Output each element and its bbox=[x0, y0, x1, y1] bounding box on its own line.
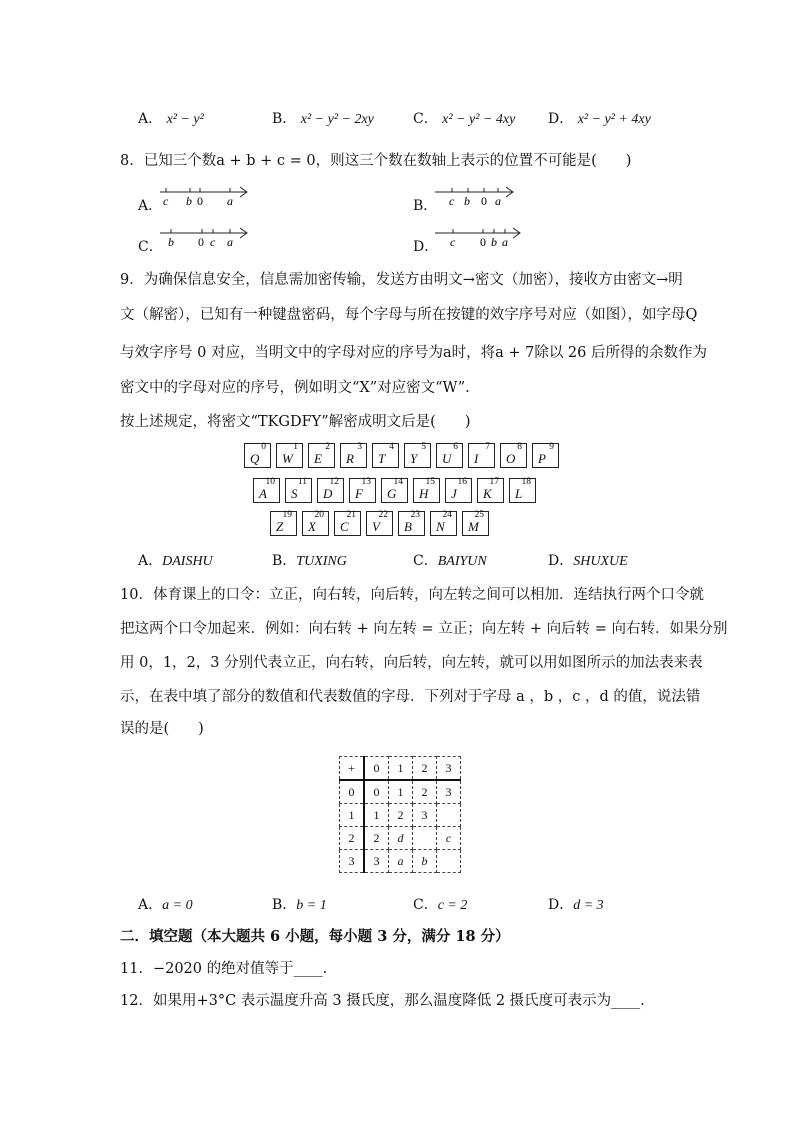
q10-line-2: 把这两个口令加起来．例如：向右转 + 向左转 = 立正；向左转 + 向后转 = 向右转．如果分别 bbox=[120, 621, 728, 637]
q8-option-a-label[interactable]: A． bbox=[138, 198, 163, 214]
key-letter: W bbox=[282, 451, 293, 466]
table-cell: 2 bbox=[413, 780, 437, 804]
table-cell: b bbox=[413, 850, 437, 873]
table-row bbox=[340, 780, 461, 804]
point-a: a bbox=[502, 235, 508, 249]
point-a: a bbox=[495, 194, 501, 208]
q8-option-d-label[interactable]: D． bbox=[413, 239, 439, 255]
key-number: 2 bbox=[325, 442, 330, 452]
key-number: 11 bbox=[297, 477, 307, 487]
key-number: 22 bbox=[378, 510, 388, 520]
q8-option-a-number-line bbox=[160, 183, 278, 213]
q7-option-b[interactable] bbox=[272, 108, 374, 128]
point-c: c bbox=[163, 194, 169, 208]
key-w bbox=[276, 443, 303, 468]
option-label: D． bbox=[548, 553, 574, 569]
table-cell: d bbox=[389, 827, 413, 850]
q10-line-5: 误的是( ) bbox=[120, 721, 204, 737]
table-cell: 1 bbox=[389, 757, 413, 781]
option-label: C． bbox=[413, 553, 438, 569]
key-i bbox=[468, 443, 495, 468]
table-cell: 2 bbox=[413, 757, 437, 781]
option-label: C． bbox=[413, 111, 438, 127]
table-cell: 2 bbox=[389, 804, 413, 827]
table-cell: 3 bbox=[437, 780, 461, 804]
option-label: A． bbox=[138, 897, 163, 913]
table-cell: 1 bbox=[389, 780, 413, 804]
key-o bbox=[500, 443, 527, 468]
key-number: 12 bbox=[329, 477, 339, 487]
table-cell: 1 bbox=[364, 804, 389, 827]
point-c: c bbox=[210, 235, 216, 249]
key-c bbox=[334, 511, 361, 536]
table-cell: 1 bbox=[340, 804, 365, 827]
key-number: 6 bbox=[453, 442, 458, 452]
q10-line-4: 示，在表中填了部分的数值和代表数值的字母．下列对于字母 a ，b ，c ，d 的值，说法错 bbox=[120, 689, 701, 705]
key-y bbox=[404, 443, 431, 468]
q9-line-2: 文（解密），已知有一种键盘密码，每个字母与所在按键的效字序号对应（如图），如字母Q bbox=[120, 307, 698, 323]
q10-option-a[interactable] bbox=[138, 894, 193, 914]
point-a: a bbox=[227, 194, 233, 208]
q8-option-d-number-line bbox=[435, 224, 553, 254]
key-number: 21 bbox=[346, 510, 356, 520]
option-label: B． bbox=[272, 897, 297, 913]
point-c: c bbox=[450, 235, 456, 249]
key-z bbox=[270, 511, 297, 536]
key-number: 8 bbox=[517, 442, 522, 452]
table-cell: 0 bbox=[340, 780, 365, 804]
option-label: B． bbox=[272, 111, 297, 127]
key-letter: F bbox=[355, 486, 363, 501]
table-cell bbox=[413, 827, 437, 850]
table-cell bbox=[437, 804, 461, 827]
q9-option-a[interactable] bbox=[138, 550, 213, 570]
key-v bbox=[366, 511, 393, 536]
option-expr: x² − y² + 4xy bbox=[577, 112, 651, 127]
key-letter: B bbox=[404, 519, 412, 534]
key-x bbox=[302, 511, 329, 536]
option-text: SHUXUE bbox=[573, 554, 628, 569]
table-cell: 0 bbox=[364, 780, 389, 804]
key-letter: L bbox=[515, 486, 523, 501]
table-cell bbox=[437, 850, 461, 873]
key-letter: V bbox=[372, 519, 380, 534]
key-a bbox=[253, 478, 280, 503]
key-u bbox=[436, 443, 463, 468]
key-k bbox=[477, 478, 504, 503]
point-b: b bbox=[186, 194, 192, 208]
q11: 11．−2020 的绝对值等于____. bbox=[120, 961, 328, 977]
option-label: D． bbox=[548, 897, 574, 913]
key-letter: G bbox=[387, 486, 397, 501]
key-number: 18 bbox=[521, 477, 531, 487]
table-row bbox=[340, 827, 461, 850]
option-text: BAIYUN bbox=[437, 554, 487, 569]
key-number: 10 bbox=[265, 477, 275, 487]
key-r bbox=[340, 443, 367, 468]
key-number: 16 bbox=[457, 477, 467, 487]
point-b: b bbox=[464, 194, 470, 208]
key-number: 0 bbox=[261, 442, 266, 452]
table-cell: 2 bbox=[364, 827, 389, 850]
key-number: 13 bbox=[361, 477, 371, 487]
key-g bbox=[381, 478, 408, 503]
key-number: 7 bbox=[485, 442, 490, 452]
q10-option-d[interactable] bbox=[548, 894, 604, 914]
q8-option-b-number-line bbox=[435, 183, 553, 213]
key-p bbox=[532, 443, 559, 468]
key-letter: O bbox=[506, 451, 516, 466]
key-number: 4 bbox=[389, 442, 394, 452]
q8-option-b-label[interactable]: B． bbox=[413, 198, 438, 214]
q7-option-a[interactable] bbox=[138, 108, 204, 128]
point-zero: 0 bbox=[197, 194, 203, 208]
key-letter: J bbox=[451, 486, 457, 501]
option-expr: x² − y² − 4xy bbox=[442, 112, 516, 127]
table-row bbox=[340, 850, 461, 873]
key-s bbox=[285, 478, 312, 503]
key-letter: S bbox=[291, 486, 298, 501]
key-number: 3 bbox=[357, 442, 362, 452]
key-letter: A bbox=[259, 486, 267, 501]
section-2-heading: 二．填空题（本大题共 6 小题，每小题 3 分，满分 18 分） bbox=[120, 928, 510, 945]
option-label: C． bbox=[413, 897, 438, 913]
key-b bbox=[398, 511, 425, 536]
table-row bbox=[340, 757, 461, 781]
key-letter: M bbox=[468, 519, 479, 534]
point-zero: 0 bbox=[198, 235, 204, 249]
key-number: 20 bbox=[314, 510, 324, 520]
key-letter: K bbox=[483, 486, 492, 501]
q8-option-c-number-line bbox=[160, 224, 278, 254]
addition-table bbox=[339, 756, 461, 873]
option-text: DAISHU bbox=[162, 554, 213, 569]
option-text: TUXING bbox=[296, 554, 347, 569]
table-cell: 3 bbox=[437, 757, 461, 781]
q7-option-c[interactable] bbox=[413, 108, 515, 128]
key-q bbox=[244, 443, 271, 468]
key-letter: Z bbox=[276, 519, 284, 534]
key-letter: E bbox=[314, 451, 322, 466]
option-expr: x² − y² bbox=[166, 112, 204, 127]
q9-option-b[interactable] bbox=[272, 550, 347, 570]
table-row bbox=[340, 804, 461, 827]
key-letter: X bbox=[308, 519, 316, 534]
key-letter: C bbox=[340, 519, 349, 534]
key-letter: I bbox=[474, 451, 479, 466]
key-h bbox=[413, 478, 440, 503]
q12: 12．如果用+3°C 表示温度升高 3 摄氏度，那么温度降低 2 摄氏度可表示为____. bbox=[120, 993, 645, 1009]
key-l bbox=[509, 478, 536, 503]
option-text: b = 1 bbox=[296, 898, 327, 913]
key-m bbox=[462, 511, 489, 536]
key-letter: D bbox=[323, 486, 333, 501]
q10-option-c[interactable] bbox=[413, 894, 467, 914]
option-text: a = 0 bbox=[162, 898, 193, 913]
q9-line-5: 按上述规定，将密文“TKGDFY”解密成明文后是( ) bbox=[120, 414, 471, 430]
point-c: c bbox=[449, 194, 455, 208]
table-cell: 3 bbox=[364, 850, 389, 873]
q8-option-c-label[interactable]: C． bbox=[138, 239, 163, 255]
key-letter: H bbox=[419, 486, 429, 501]
key-letter: P bbox=[538, 451, 546, 466]
key-e bbox=[308, 443, 335, 468]
table-cell: 2 bbox=[340, 827, 365, 850]
q9-option-c[interactable] bbox=[413, 550, 487, 570]
option-text: d = 3 bbox=[573, 898, 604, 913]
table-cell: 3 bbox=[340, 850, 365, 873]
point-b: b bbox=[168, 235, 174, 249]
q9-line-1: 9．为确保信息安全，信息需加密传输，发送方由明文→密文（加密），接收方由密文→明 bbox=[120, 272, 683, 288]
table-cell: a bbox=[389, 850, 413, 873]
key-number: 24 bbox=[442, 510, 452, 520]
table-cell: 0 bbox=[364, 757, 389, 781]
q10-line-3: 用 0，1，2，3 分别代表立正，向右转，向后转，向左转，就可以用如图所示的加法表来表 bbox=[120, 655, 703, 671]
key-letter: Y bbox=[410, 451, 418, 466]
key-letter: N bbox=[436, 519, 445, 534]
point-a: a bbox=[227, 235, 233, 249]
key-d bbox=[317, 478, 344, 503]
q9-line-4: 密文中的字母对应的序号，例如明文“X”对应密文“W”. bbox=[120, 380, 470, 396]
key-number: 23 bbox=[410, 510, 420, 520]
option-text: c = 2 bbox=[437, 898, 468, 913]
key-letter: U bbox=[442, 451, 452, 466]
key-number: 19 bbox=[282, 510, 292, 520]
point-b: b bbox=[491, 235, 497, 249]
q9-line-3: 与效字序号 0 对应，当明文中的字母对应的序号为a时，将a + 7除以 26 后所得的余数作为 bbox=[120, 345, 707, 361]
option-label: B． bbox=[272, 553, 297, 569]
key-letter: Q bbox=[250, 451, 260, 466]
key-number: 15 bbox=[425, 477, 435, 487]
key-number: 5 bbox=[421, 442, 426, 452]
key-number: 17 bbox=[489, 477, 499, 487]
key-number: 14 bbox=[393, 477, 403, 487]
q8-stem: 8．已知三个数a + b + c = 0，则这三个数在数轴上表示的位置不可能是( ) bbox=[120, 153, 632, 169]
point-zero: 0 bbox=[481, 194, 487, 208]
option-label: A． bbox=[138, 553, 163, 569]
option-expr: x² − y² − 2xy bbox=[300, 112, 374, 127]
key-number: 1 bbox=[293, 442, 298, 452]
key-j bbox=[445, 478, 472, 503]
key-letter: T bbox=[378, 451, 386, 466]
table-cell: 3 bbox=[413, 804, 437, 827]
key-number: 25 bbox=[474, 510, 484, 520]
key-letter: R bbox=[346, 451, 354, 466]
q9-option-d[interactable] bbox=[548, 550, 628, 570]
table-cell: c bbox=[437, 827, 461, 850]
key-f bbox=[349, 478, 376, 503]
key-t bbox=[372, 443, 399, 468]
table-cell: + bbox=[340, 757, 365, 781]
q10-option-b[interactable] bbox=[272, 894, 327, 914]
option-label: D． bbox=[548, 111, 574, 127]
option-label: A． bbox=[138, 111, 163, 127]
point-zero: 0 bbox=[480, 235, 486, 249]
q7-option-d[interactable] bbox=[548, 108, 651, 128]
q10-line-1: 10．体育课上的口令：立正，向右转，向后转，向左转之间可以相加．连结执行两个口令就 bbox=[120, 587, 704, 603]
key-number: 9 bbox=[549, 442, 554, 452]
key-n bbox=[430, 511, 457, 536]
